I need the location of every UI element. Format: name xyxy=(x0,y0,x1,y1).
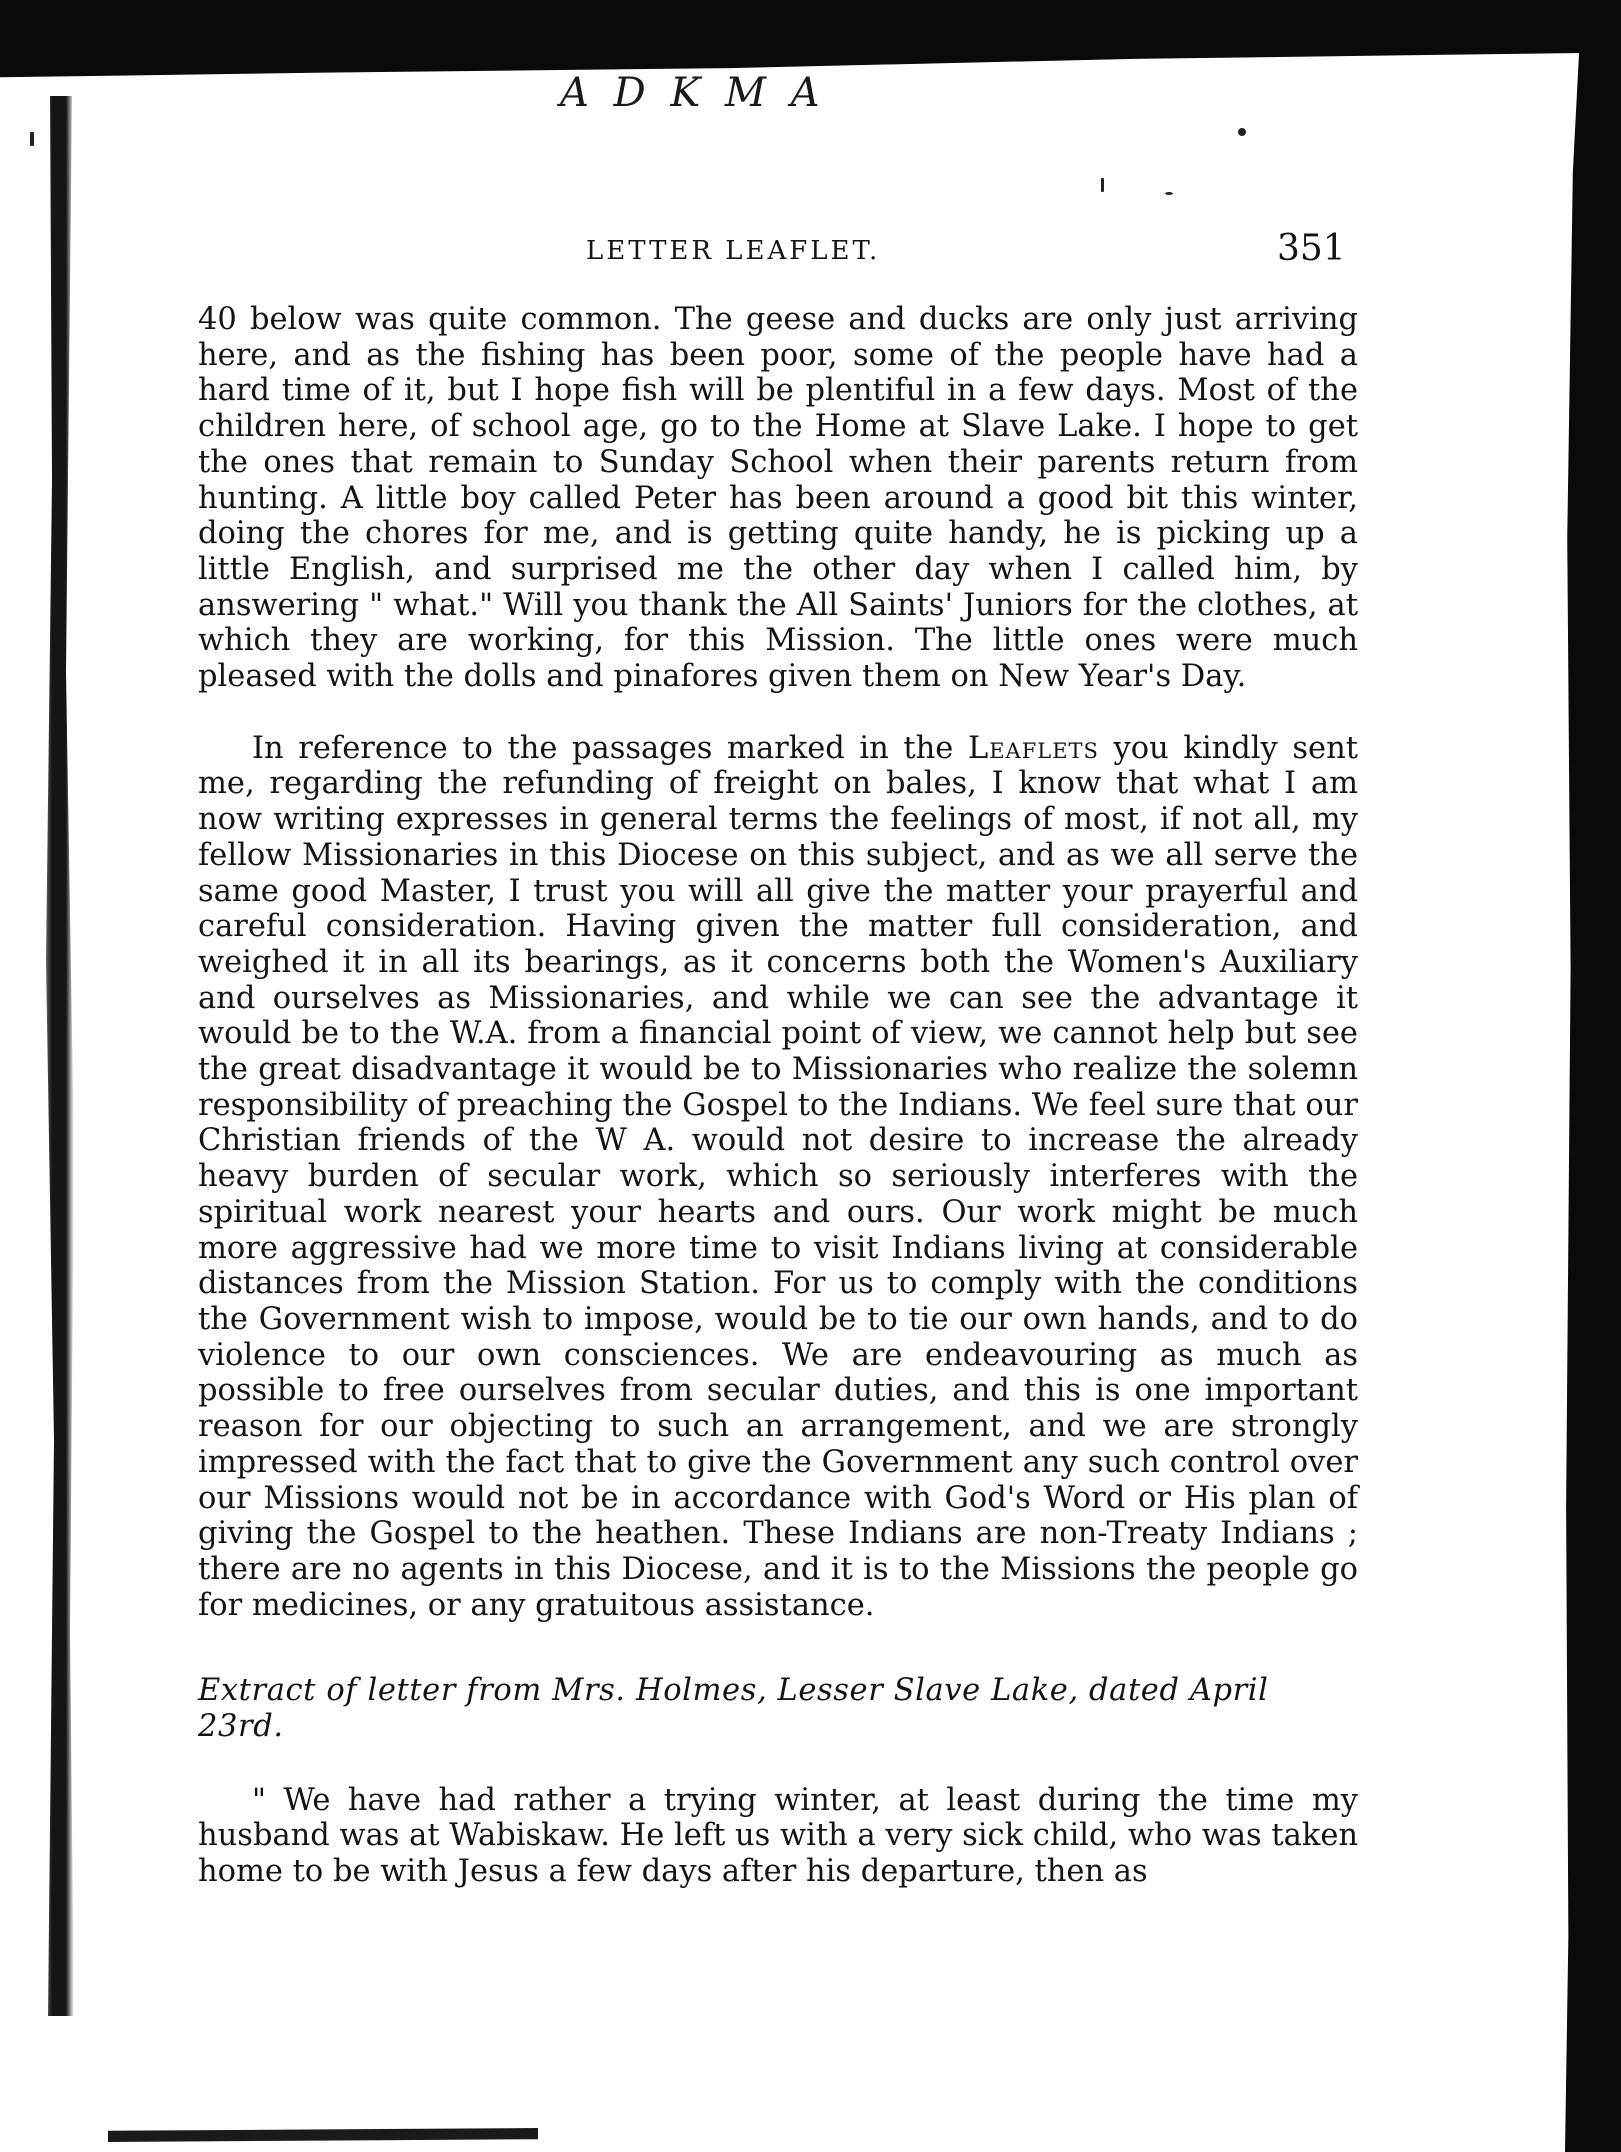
paragraph-text: you kindly sent me, regarding the refunding of freight on bales, I know that what I am now writing expresses in general terms the feelings of most, if not all, my fellow Missionaries in this Diocese on this subject, and as we all serve the same good Master, I trust you will all give the matter your prayerful and careful consideration. Having given the matter full consideration, and weighed it in all its bearings, as it concerns both the Women's Auxiliary and ourselves as Missionaries, and while we can see the advantage it would be to the W.A. from a financial point of view, we cannot help but see the great disadvantage it would be to Missionaries who realize the solemn responsibility of preaching the Gospel to the Indians. We feel sure that our Christian friends of the W A. would not desire to increase the already heavy burden of secular work, which so seriously interferes with the spiritual work nearest your hearts and ours. Our work might be much more aggressive had we more time to visit Indians living at considerable distances from the Mission Station. For us to comply with the conditions the Government wish to impose, would be to tie our own hands, and to do violence to our own consciences. We are endeavouring as much as possible to free ourselves from secular duties, and this is one important reason for our objecting to such an arrangement, and we are strongly impressed with the fact that to give the Government any such control over our Missions would not be in accordance with God's Word or His plan of giving the Gospel to the heathen. These Indians are non-Treaty Indians ; there are no agents in this Diocese, and it is to the Missions the people go for medicines, or any gratuitous assistance. xyxy=(198,730,1358,1623)
paragraph xyxy=(198,731,1358,1624)
letter-paragraph: " We have had rather a trying winter, at least during the time my husband was at Wabiskaw. He left us with a very sick child, who was taken home to be with Jesus a few days after his departure, then as xyxy=(198,1782,1359,1890)
paragraph: 40 below was quite common. The geese and ducks are only just arriving here, and as the fishing has been poor, some of the people have had a hard time of it, but I hope fish will be plentiful in a few days. Most of the children here, of school age, go to the Home at Slave Lake. I hope to get the ones that remain to Sunday School when their parents return from hunting. A little boy called Peter has been around a good bit this winter, doing the chores for me, and is getting quite handy, he is picking up a little English, and surprised me the other day when I called him, by answering " what." Will you thank the All Saints' Juniors for the clothes, at which they are working, for this Mission. The little ones were much pleased with the dolls and pinafores given them on New Year's Day. xyxy=(198,302,1358,695)
scan-edge-bottom xyxy=(108,2128,538,2142)
scan-edge-right xyxy=(1565,0,1621,2152)
scan-speck xyxy=(1238,128,1246,136)
extract-heading: Extract of letter from Mrs. Holmes, Lesser Slave Lake, dated April 23rd. xyxy=(198,1673,1269,1745)
page-number: 351 xyxy=(1277,228,1346,269)
scan-speck xyxy=(1101,178,1104,192)
body-text xyxy=(198,302,1358,1890)
scan-edge-left xyxy=(34,96,74,2016)
scan-speck xyxy=(1165,192,1173,195)
leaflets-smallcaps: Leaflets xyxy=(967,730,1099,766)
running-head: LETTER LEAFLET. xyxy=(586,236,881,266)
handwritten-scrawl: A D K M A xyxy=(560,70,826,116)
paragraph-text: In reference to the passages marked in the xyxy=(252,730,968,766)
scan-speck xyxy=(30,132,34,146)
